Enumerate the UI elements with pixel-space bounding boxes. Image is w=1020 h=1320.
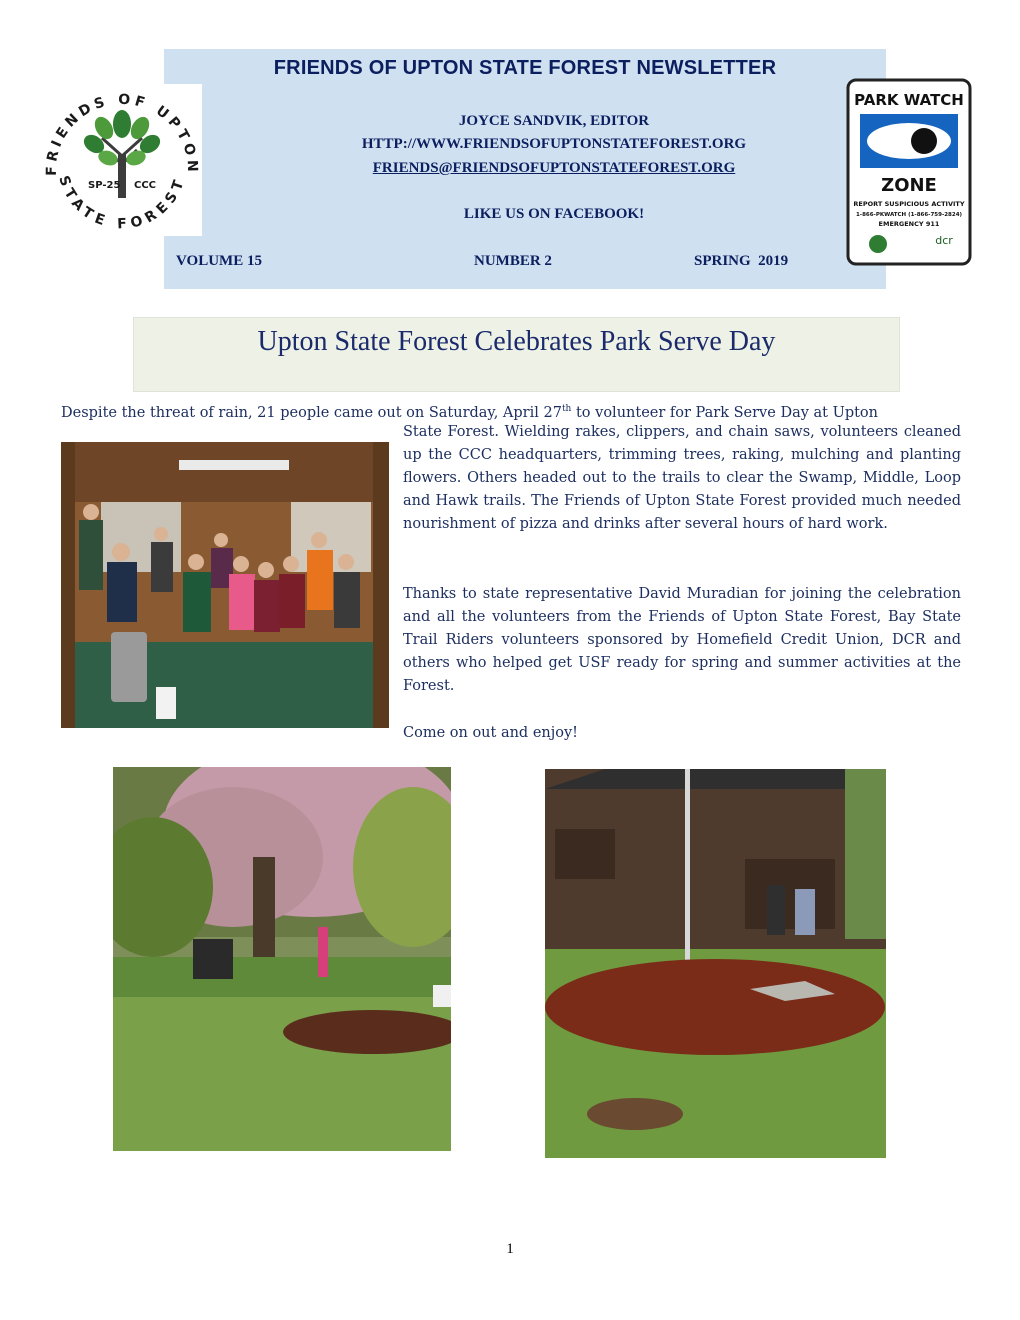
article-banner bbox=[133, 317, 900, 392]
facebook-line: LIKE US ON FACEBOOK! bbox=[463, 206, 645, 222]
svg-text:STATE FOREST: STATE FOREST bbox=[55, 173, 189, 233]
article-paragraph-2: Thanks to state representative David Muradian for joining the celebration and all the volunteers from the Friends of Upton State Forest, Bay State Trail Riders volunteers sponsored by Homefield Credit Union, DCR and others who helped get USF ready for spring and summer activities at the Forest. bbox=[403, 586, 961, 694]
issue-season: SPRING 2019 bbox=[694, 253, 789, 269]
article-paragraph-1-lead: Despite the threat of rain, 21 people came out on Saturday, April 27th to volunteer for Park Serve Day at Upton bbox=[61, 404, 878, 421]
newsletter-title: FRIENDS OF UPTON STATE FOREST NEWSLETTER bbox=[273, 57, 777, 79]
email-link[interactable]: FRIENDS@FRIENDSOFUPTONSTATEFOREST.ORG bbox=[372, 160, 736, 176]
tree-logo-icon bbox=[42, 84, 202, 236]
article-paragraph-3: Come on out and enjoy! bbox=[403, 725, 578, 741]
svg-text:CCC: CCC bbox=[134, 180, 157, 191]
editor-line: JOYCE SANDVIK, EDITOR bbox=[458, 113, 650, 129]
svg-text:dcr: dcr bbox=[935, 234, 953, 247]
svg-text:EMERGENCY 911: EMERGENCY 911 bbox=[878, 220, 940, 228]
newsletter-header bbox=[164, 49, 886, 289]
friends-logo bbox=[42, 84, 202, 236]
svg-text:PARK WATCH: PARK WATCH bbox=[854, 91, 964, 109]
lodge-flagpole-photo bbox=[545, 769, 886, 1158]
article-paragraph-1: State Forest. Wielding rakes, clippers, and chain saws, volunteers cleaned up the CCC headquarters, trimming trees, raking, mulching and planting flowers. Others headed out to the trails to clear the Swamp, Middle, Loop and Hawk trails. The Friends of Upton State Forest provided much needed nourishment of pizza and drinks after several hours of hard work. bbox=[403, 424, 961, 532]
park-watch-sign bbox=[846, 78, 972, 266]
svg-text:1-866-PKWATCH (1-866-759-2824): 1-866-PKWATCH (1-866-759-2824) bbox=[855, 212, 963, 218]
svg-text:ZONE: ZONE bbox=[881, 175, 937, 196]
issue-number: NUMBER 2 bbox=[474, 253, 552, 269]
svg-text:SP-25: SP-25 bbox=[88, 180, 121, 191]
article-title: Upton State Forest Celebrates Park Serve Day bbox=[257, 326, 776, 357]
volunteers-group-photo bbox=[61, 442, 389, 728]
website-link[interactable]: HTTP://WWW.FRIENDSOFUPTONSTATEFOREST.ORG bbox=[361, 136, 747, 152]
svg-text:REPORT SUSPICIOUS ACTIVITY: REPORT SUSPICIOUS ACTIVITY bbox=[853, 200, 965, 208]
volume-label: VOLUME 15 bbox=[176, 253, 262, 269]
page-number: 1 bbox=[506, 1241, 514, 1257]
flowering-tree-photo bbox=[113, 767, 451, 1151]
svg-text:FRIENDS OF UPTON: FRIENDS OF UPTON bbox=[43, 91, 201, 176]
